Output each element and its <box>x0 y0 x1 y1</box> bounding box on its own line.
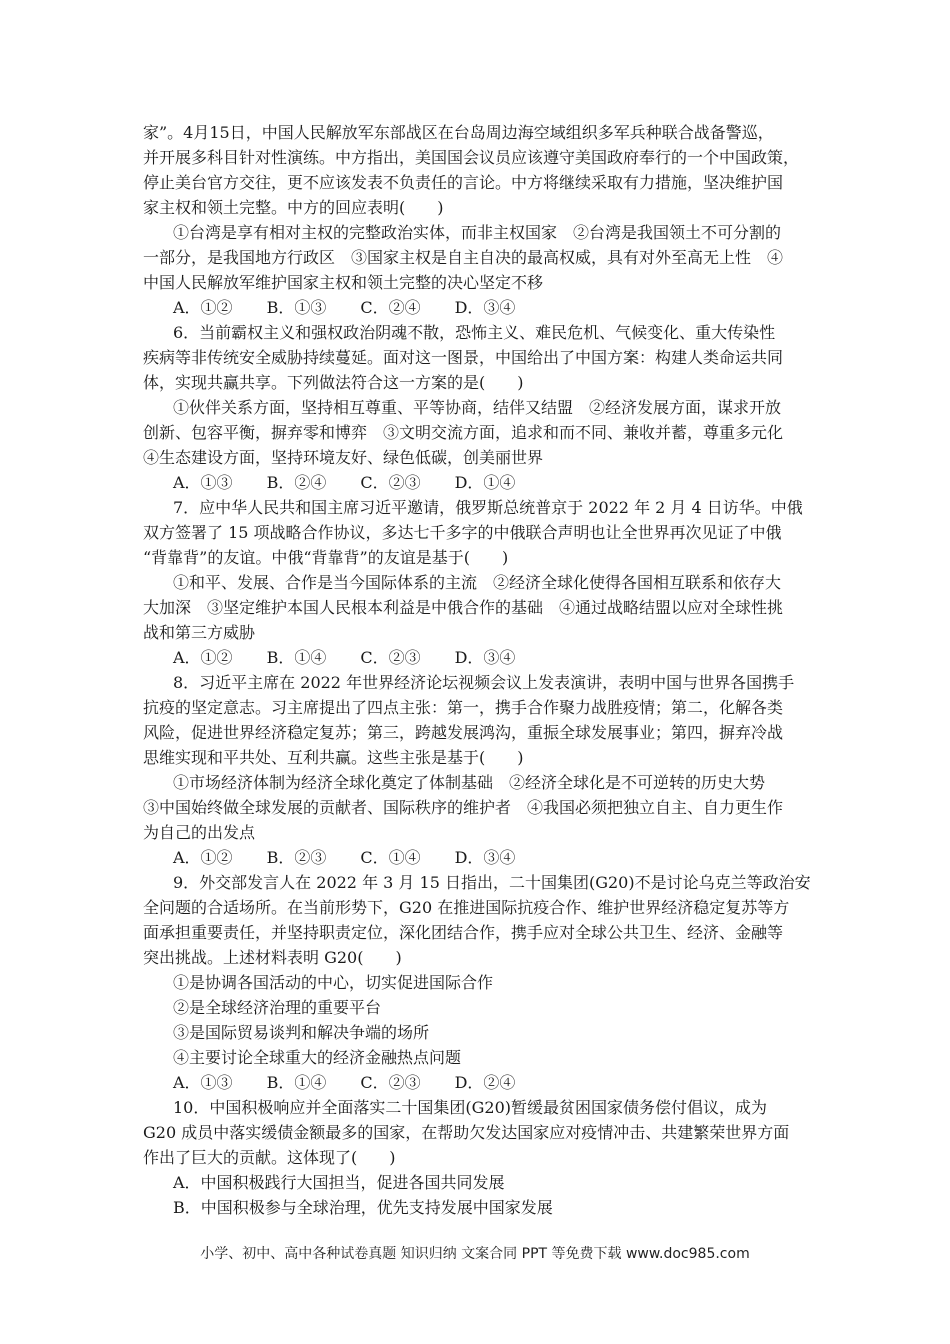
q8-option-b: B．②③ <box>266 848 327 867</box>
q5-statement-line-1: ①台湾是享有相对主权的完整政治实体，而非主权国家 ②台湾是我国领土不可分割的 <box>173 223 782 242</box>
q5-stem-line-3: 停止美台官方交往，更不应该发表不负责任的言论。中方将继续采取有力措施，坚决维护国 <box>143 173 784 192</box>
q6-statement-line-1: ①伙伴关系方面，坚持相互尊重、平等协商，结伴又结盟 ②经济发展方面，谋求开放 <box>173 398 782 417</box>
question-10 <box>143 1095 813 1220</box>
q5-statement-line-3: 中国人民解放军维护国家主权和领土完整的决心坚定不移 <box>143 273 544 292</box>
q7-stem-line-1: 7．应中华人民共和国主席习近平邀请，俄罗斯总统普京于 2022 年 2 月 4 日访华。中俄 <box>173 498 803 517</box>
q7-statement-line-1: ①和平、发展、合作是当今国际体系的主流 ②经济全球化使得各国相互联系和依存大 <box>173 573 782 592</box>
q5-option-b: B．①③ <box>266 298 327 317</box>
q9-stem-line-2: 全问题的合适场所。在当前形势下，G20 在推进国际抗疫合作、维护世界经济稳定复苏等方 <box>143 898 790 917</box>
q5-option-d: D．③④ <box>454 298 516 317</box>
q6-option-d: D．①④ <box>454 473 516 492</box>
q6-options <box>143 470 813 495</box>
q8-options <box>143 845 813 870</box>
q9-option-b: B．①④ <box>266 1073 327 1092</box>
q7-options <box>143 645 813 670</box>
q7-stem-line-2: 双方签署了 15 项战略合作协议，多达七千多字的中俄联合声明也让全世界再次见证了中俄 <box>143 523 782 542</box>
q10-stem-line-1: 10．中国积极响应并全面落实二十国集团(G20)暂缓最贫困国家债务偿付倡议，成为 <box>173 1098 767 1117</box>
q10-choice-b: B．中国积极参与全球治理，优先支持发展中国家发展 <box>173 1198 553 1217</box>
question-7 <box>143 495 813 670</box>
q8-option-c: C．①④ <box>360 848 421 867</box>
page-footer: 小学、初中、高中各种试卷真题 知识归纳 文案合同 PPT 等免费下载 www.doc985.com <box>200 1246 750 1262</box>
q6-option-c: C．②③ <box>360 473 421 492</box>
q6-stem-line-2: 疾病等非传统安全威胁持续蔓延。面对这一图景，中国给出了中国方案：构建人类命运共同 <box>143 348 784 367</box>
q6-option-a: A．①③ <box>173 473 233 492</box>
question-6 <box>143 320 813 495</box>
q5-option-a: A．①② <box>173 298 233 317</box>
q7-option-d: D．③④ <box>454 648 516 667</box>
q9-option-c: C．②③ <box>360 1073 421 1092</box>
q9-statement-3: ③是国际贸易谈判和解决争端的场所 <box>173 1023 430 1042</box>
q8-stem-line-4: 思维实现和平共处、互利共赢。这些主张是基于( ) <box>143 748 524 767</box>
q6-statement-line-2: 创新、包容平衡，摒弃零和博弈 ③文明交流方面，追求和而不同、兼收并蓄，尊重多元化 <box>143 423 784 442</box>
q10-stem-line-2: G20 成员中落实缓债金额最多的国家，在帮助欠发达国家应对疫情冲击、共建繁荣世界方面 <box>143 1123 790 1142</box>
q6-stem-line-3: 体，实现共赢共享。下列做法符合这一方案的是( ) <box>143 373 524 392</box>
q7-option-a: A．①② <box>173 648 233 667</box>
q9-statement-2: ②是全球经济治理的重要平台 <box>173 998 382 1017</box>
q6-statement-line-3: ④生态建设方面，坚持环境友好、绿色低碳，创美丽世界 <box>143 448 544 467</box>
question-5 <box>143 120 813 320</box>
q10-stem-line-3: 作出了巨大的贡献。这体现了( ) <box>143 1148 396 1167</box>
document-page <box>143 120 813 1220</box>
q6-option-b: B．②④ <box>266 473 327 492</box>
q7-stem-line-3: “背靠背”的友谊。中俄“背靠背”的友谊是基于( ) <box>143 548 509 567</box>
q8-option-d: D．③④ <box>454 848 516 867</box>
q7-option-b: B．①④ <box>266 648 327 667</box>
q8-statement-line-2: ③中国始终做全球发展的贡献者、国际秩序的维护者 ④我国必须把独立自主、自力更生作 <box>143 798 784 817</box>
q9-statement-1: ①是协调各国活动的中心，切实促进国际合作 <box>173 973 494 992</box>
question-8 <box>143 670 813 870</box>
q8-stem-line-3: 风险，促进世界经济稳定复苏；第三，跨越发展鸿沟，重振全球发展事业；第四，摒弃冷战 <box>143 723 784 742</box>
q5-stem-line-2: 并开展多科目针对性演练。中方指出，美国国会议员应该遵守美国政府奉行的一个中国政策， <box>143 148 800 167</box>
q5-stem-line-4: 家主权和领土完整。中方的回应表明( ) <box>143 198 444 217</box>
q9-option-a: A．①③ <box>173 1073 233 1092</box>
q7-statement-line-2: 大加深 ③坚定维护本国人民根本利益是中俄合作的基础 ④通过战略结盟以应对全球性挑 <box>143 598 784 617</box>
q5-option-c: C．②④ <box>360 298 421 317</box>
q8-stem-line-2: 抗疫的坚定意志。习主席提出了四点主张：第一，携手合作聚力战胜疫情；第二，化解各类 <box>143 698 784 717</box>
q8-statement-line-3: 为自己的出发点 <box>143 823 256 842</box>
q7-statement-line-3: 战和第三方威胁 <box>143 623 256 642</box>
q5-statement-line-2: 一部分，是我国地方行政区 ③国家主权是自主自决的最高权威，具有对外至高无上性 ④ <box>143 248 784 267</box>
question-9 <box>143 870 813 1095</box>
q9-stem-line-3: 面承担重要责任，并坚持职责定位，深化团结合作，携手应对全球公共卫生、经济、金融等 <box>143 923 784 942</box>
q6-stem-line-1: 6．当前霸权主义和强权政治阴魂不散，恐怖主义、难民危机、气候变化、重大传染性 <box>173 323 776 342</box>
q8-statement-line-1: ①市场经济体制为经济全球化奠定了体制基础 ②经济全球化是不可逆转的历史大势 <box>173 773 766 792</box>
q5-stem-line-1: 家”。4月15日，中国人民解放军东部战区在台岛周边海空域组织多军兵种联合战备警巡， <box>143 123 774 142</box>
q9-stem-line-1: 9．外交部发言人在 2022 年 3 月 15 日指出，二十国集团(G20)不是讨论乌克兰等政治安 <box>173 873 811 892</box>
q7-option-c: C．②③ <box>360 648 421 667</box>
q8-stem-line-1: 8．习近平主席在 2022 年世界经济论坛视频会议上发表演讲，表明中国与世界各国携手 <box>173 673 795 692</box>
q9-statement-4: ④主要讨论全球重大的经济金融热点问题 <box>173 1048 462 1067</box>
q5-options <box>143 295 813 320</box>
q9-stem-line-4: 突出挑战。上述材料表明 G20( ) <box>143 948 402 967</box>
q9-options <box>143 1070 813 1095</box>
q10-choice-a: A．中国积极践行大国担当，促进各国共同发展 <box>173 1173 505 1192</box>
q9-option-d: D．②④ <box>454 1073 516 1092</box>
q8-option-a: A．①② <box>173 848 233 867</box>
